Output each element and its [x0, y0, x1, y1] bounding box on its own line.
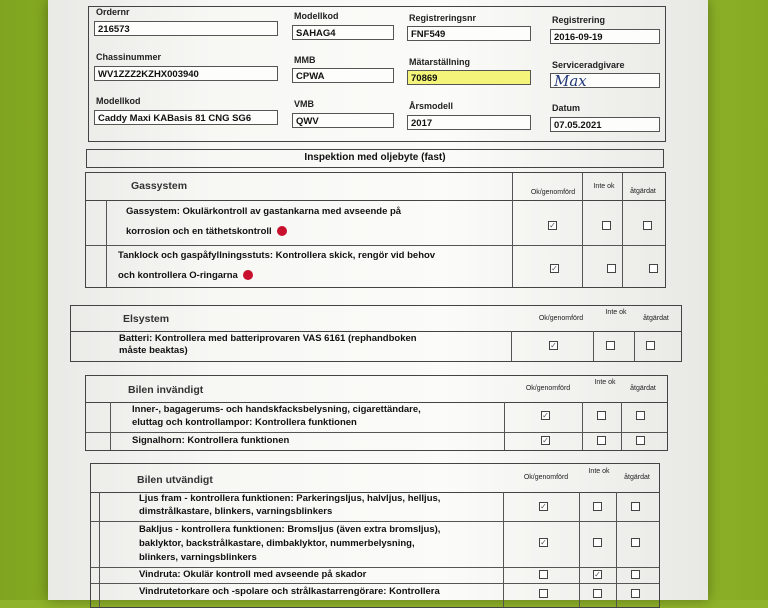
checkbox-inte-ok[interactable]: ✓ — [594, 570, 601, 579]
field-label-modellkod: Modellkod — [294, 11, 339, 21]
checkbox-atgardat[interactable] — [636, 436, 645, 445]
checkbox-inte-ok[interactable] — [597, 411, 606, 420]
inspection-banner: Inspektion med oljebyte (fast) — [86, 149, 664, 168]
field-value-datum: 07.05.2021 — [550, 117, 660, 132]
section-gassystem — [85, 172, 666, 288]
row-text: Batteri: Kontrollera med batteriprovaren VAS 6161 (rephandboken måste beaktas) — [119, 333, 417, 356]
field-label-registrering: Registrering — [552, 15, 606, 25]
checkbox-ok[interactable]: ✓ — [540, 502, 547, 511]
col-header-atgardat: åtgärdat — [624, 474, 650, 481]
red-dot-marker — [277, 226, 287, 236]
row-text: Inner-, bagagerums- och handskfacksbelysning, cigarettändare, eluttag och kontrollampor: Kontrollera funktionen — [132, 404, 421, 428]
field-value-serviceradgivare: Max — [550, 73, 660, 88]
row-text: Bakljus - kontrollera funktionen: Bromsljus (även extra bromsljus), baklyktor, backstrålkastare, dimbaklyktor, nummerbelysning, blinkers, varningsblinkers — [139, 524, 441, 563]
row-text: Ljus fram - kontrollera funktionen: Parkeringsljus, halvljus, helljus, dimstrålkastare, blinkers, varningsblinkers — [139, 493, 441, 517]
col-header-ok: Ok/genomförd — [523, 474, 569, 481]
checkbox-ok[interactable] — [539, 589, 548, 598]
col-header-atgardat: åtgärdat — [630, 385, 656, 392]
field-label-vmb: VMB — [294, 99, 314, 109]
col-header-atgardat: åtgärdat — [630, 188, 656, 195]
field-label-modellkod-2: Modellkod — [96, 96, 141, 106]
field-label-datum: Datum — [552, 103, 581, 113]
checkbox-ok[interactable]: ✓ — [550, 341, 557, 350]
field-value-modellkod: SAHAG4 — [292, 25, 394, 40]
row-text: Vindruta: Okulär kontroll med avseende på skador — [139, 569, 367, 580]
section-bilen-utvandigt — [90, 463, 660, 608]
checkbox-atgardat[interactable] — [631, 570, 640, 579]
field-value-ordernr: 216573 — [94, 21, 278, 36]
col-header-atgardat: åtgärdat — [643, 315, 669, 322]
checkbox-ok[interactable]: ✓ — [540, 538, 547, 547]
col-header-ok: Ok/genomförd — [525, 385, 571, 392]
section-title-elsystem: Elsystem — [123, 313, 170, 325]
col-header-ok: Ok/genomförd — [538, 315, 584, 322]
field-value-vmb: QWV — [292, 113, 394, 128]
row-text: Signalhorn: Kontrollera funktionen — [132, 435, 290, 446]
section-title-bilen-utvandigt: Bilen utvändigt — [137, 474, 213, 486]
field-label-arsmodell: Årsmodell — [409, 101, 454, 111]
col-header-inte-ok: Inte ok — [594, 379, 616, 386]
checkbox-ok[interactable]: ✓ — [549, 221, 556, 230]
field-value-regnr: FNF549 — [407, 26, 531, 41]
row-text: Vindrutetorkare och -spolare och strålkastarrengörare: Kontrollera — [139, 586, 440, 597]
checkbox-atgardat[interactable] — [631, 538, 640, 547]
checkbox-ok[interactable]: ✓ — [542, 411, 549, 420]
checkbox-inte-ok[interactable] — [597, 436, 606, 445]
checkbox-ok[interactable]: ✓ — [551, 264, 558, 273]
field-value-registrering: 2016-09-19 — [550, 29, 660, 44]
checkbox-inte-ok[interactable] — [593, 589, 602, 598]
section-bilen-invandigt — [85, 375, 668, 451]
field-label-regnr: Registreringsnr — [409, 13, 477, 23]
checkbox-ok[interactable] — [539, 570, 548, 579]
checkbox-inte-ok[interactable] — [607, 264, 616, 273]
checkbox-inte-ok[interactable] — [593, 502, 602, 511]
field-value-modellbeskrivning: Caddy Maxi KABasis 81 CNG SG6 — [94, 110, 278, 125]
field-label-serviceradgivare: Serviceradgivare — [552, 60, 625, 70]
checkbox-inte-ok[interactable] — [593, 538, 602, 547]
checkbox-atgardat[interactable] — [631, 589, 640, 598]
row-text: Tanklock och gaspåfyllningsstuts: Kontrollera skick, rengör vid behov och kontrollera O-ringarna — [118, 250, 436, 281]
field-value-chassinummer: WV1ZZZ2KZHX003940 — [94, 66, 278, 81]
checkbox-atgardat[interactable] — [649, 264, 658, 273]
col-header-inte-ok: Inte ok — [605, 309, 627, 316]
checkbox-atgardat[interactable] — [631, 502, 640, 511]
field-value-matarstallning: 70869 — [407, 70, 531, 85]
section-title-gassystem: Gassystem — [131, 180, 188, 192]
field-label-chassinummer: Chassinummer — [96, 52, 162, 62]
checkbox-atgardat[interactable] — [646, 341, 655, 350]
section-elsystem — [70, 305, 682, 362]
checkbox-atgardat[interactable] — [643, 221, 652, 230]
field-label-ordernr: Ordernr — [96, 7, 130, 17]
checkbox-inte-ok[interactable] — [602, 221, 611, 230]
field-label-mmb: MMB — [294, 55, 316, 65]
col-header-inte-ok: Inte ok — [588, 468, 610, 475]
col-header-inte-ok: Inte ok — [593, 183, 615, 190]
checkbox-inte-ok[interactable] — [606, 341, 615, 350]
field-value-mmb: CPWA — [292, 68, 394, 83]
field-label-matarstallning: Mätarställning — [409, 57, 471, 67]
row-text: Gassystem: Okulärkontroll av gastankarna med avseende på korrosion och en täthetskontroll — [126, 206, 402, 237]
checkbox-atgardat[interactable] — [636, 411, 645, 420]
col-header-ok: Ok/genomförd — [530, 189, 576, 196]
checkbox-ok[interactable]: ✓ — [542, 436, 549, 445]
field-value-arsmodell: 2017 — [407, 115, 531, 130]
red-dot-marker — [243, 270, 253, 280]
section-title-bilen-invandigt: Bilen invändigt — [128, 384, 204, 396]
